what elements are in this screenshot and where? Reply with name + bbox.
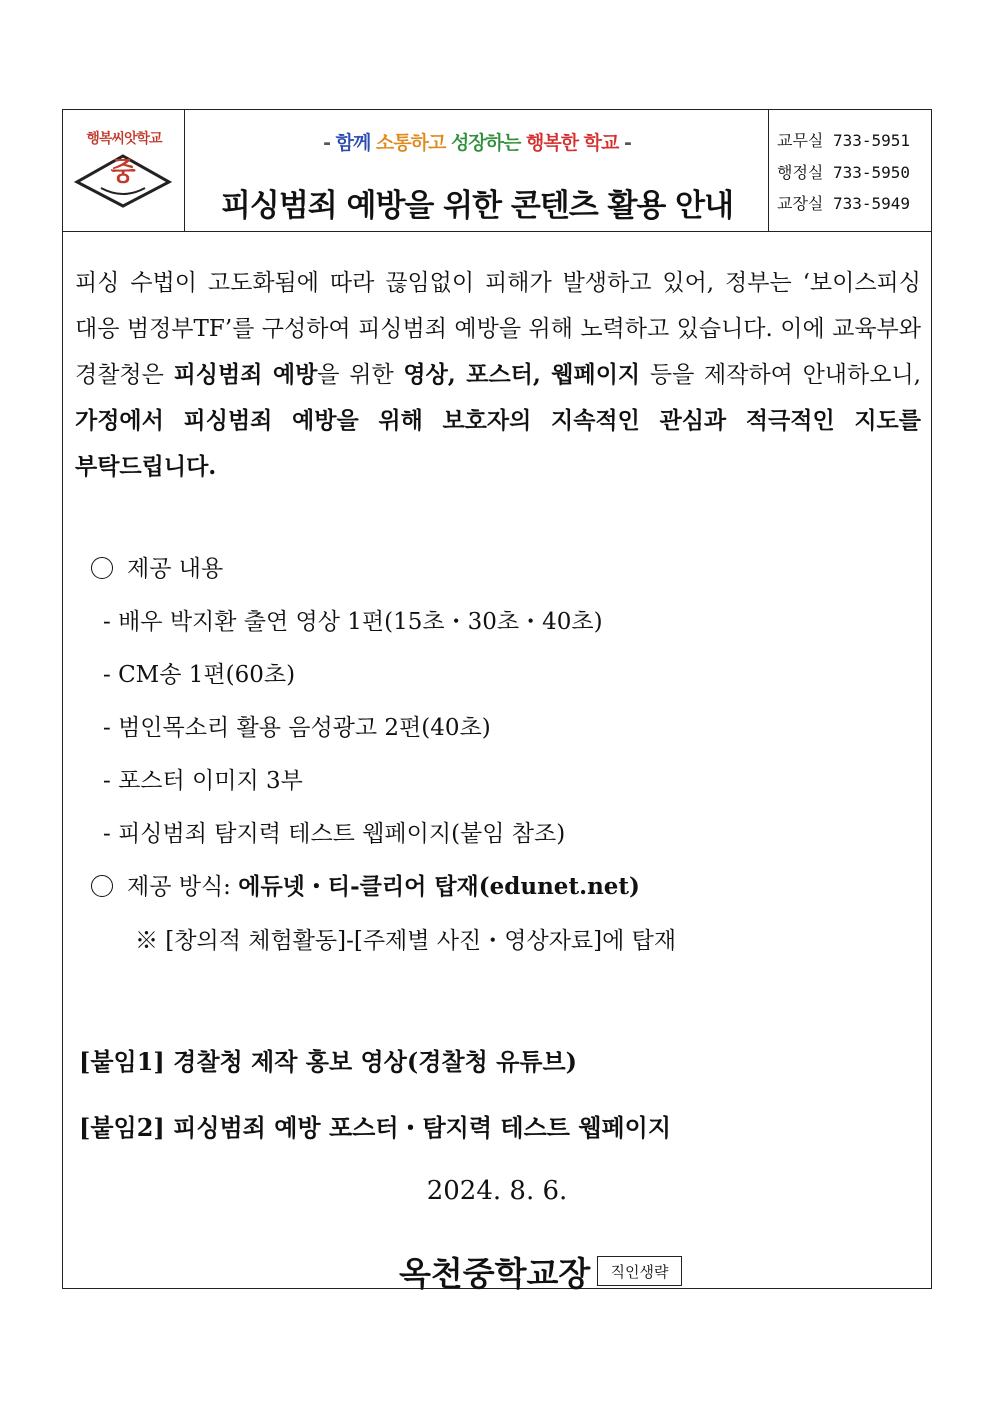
- school-slogan: [185, 128, 769, 155]
- intro-text: 피싱 수법이 고도화됨에 따라 끊임없이 피해가 발생하고 있어, 정부는 ‘보이스피싱 대응 범정부TF’를 구성하여 피싱범죄 예방을 위해 노력하고 있습니다. 이에 교육부와 경찰청은: [75, 270, 921, 388]
- seal-omitted-box: 직인생략: [597, 1256, 682, 1286]
- document-date: 2024. 8. 6.: [426, 1176, 568, 1206]
- provide-method: [91, 868, 640, 901]
- intro-bold: 가정에서 피싱범죄 예방을 위해 보호자의 지속적인 관심과 적극적인 지도를 부탁드립니다.: [75, 407, 921, 480]
- slogan-part: 행복한: [525, 132, 584, 154]
- intro-text: 을 위한: [317, 362, 404, 388]
- slogan-part: 학교: [583, 132, 619, 154]
- method-value: 에듀넷・티-클리어 탑재(edunet.net): [238, 873, 640, 900]
- slogan-dash-left: -: [323, 132, 330, 154]
- logo-text: 행복씨앗학교: [86, 131, 162, 147]
- slogan-part: 성장하는: [450, 132, 526, 154]
- list-item: - CM송 1편(60초): [103, 662, 296, 688]
- document-title: 피싱범죄 예방을 위한 콘텐츠 활용 안내: [220, 188, 734, 224]
- intro-bold: 영상, 포스터, 웹페이지: [403, 361, 641, 388]
- intro-bold: 피싱범죄 예방: [173, 361, 318, 388]
- phone-directory: [769, 110, 931, 231]
- list-item: - 배우 박지환 출연 영상 1편(15초・30초・40초): [103, 609, 603, 635]
- intro-paragraph: [75, 260, 921, 490]
- school-emblem-icon: [73, 148, 173, 208]
- provide-heading-text: 제공 내용: [127, 556, 224, 582]
- list-item: - 범인목소리 활용 음성광고 2편(40초): [103, 715, 491, 741]
- phone-line: 행정실 733-5950: [777, 163, 911, 182]
- circle-bullet-icon: [91, 557, 113, 579]
- slogan-part: 소통하고: [375, 132, 451, 154]
- signer-name: 옥천중학교장: [399, 1254, 591, 1293]
- school-logo-cell: [63, 110, 185, 231]
- list-item: - 피싱범죄 탐지력 테스트 웹페이지(붙임 참조): [103, 821, 566, 847]
- list-item: - 포스터 이미지 3부: [103, 768, 303, 794]
- slogan-part: 함께: [335, 132, 376, 154]
- attachment-1: [붙임1] 경찰청 제작 홍보 영상(경찰청 유튜브): [79, 1047, 578, 1076]
- circle-bullet-icon: [91, 875, 113, 897]
- title-cell: [185, 110, 769, 231]
- slogan-dash-right: -: [624, 132, 631, 154]
- letterhead: [63, 110, 931, 232]
- method-note: ※ [창의적 체험활동]-[주제별 사진・영상자료]에 탑재: [135, 928, 677, 954]
- intro-text: 등을 제작하여 안내하오니,: [640, 362, 921, 388]
- provide-heading: [91, 550, 223, 583]
- attachment-2: [붙임2] 피싱범죄 예방 포스터・탐지력 테스트 웹페이지: [79, 1113, 672, 1142]
- document-frame: [62, 109, 932, 1293]
- logo-emblem-text: 중: [110, 157, 136, 187]
- phone-line: 교장실 733-5949: [777, 194, 911, 213]
- method-label: 제공 방식:: [127, 874, 239, 900]
- phone-line: 교무실 733-5951: [777, 131, 911, 150]
